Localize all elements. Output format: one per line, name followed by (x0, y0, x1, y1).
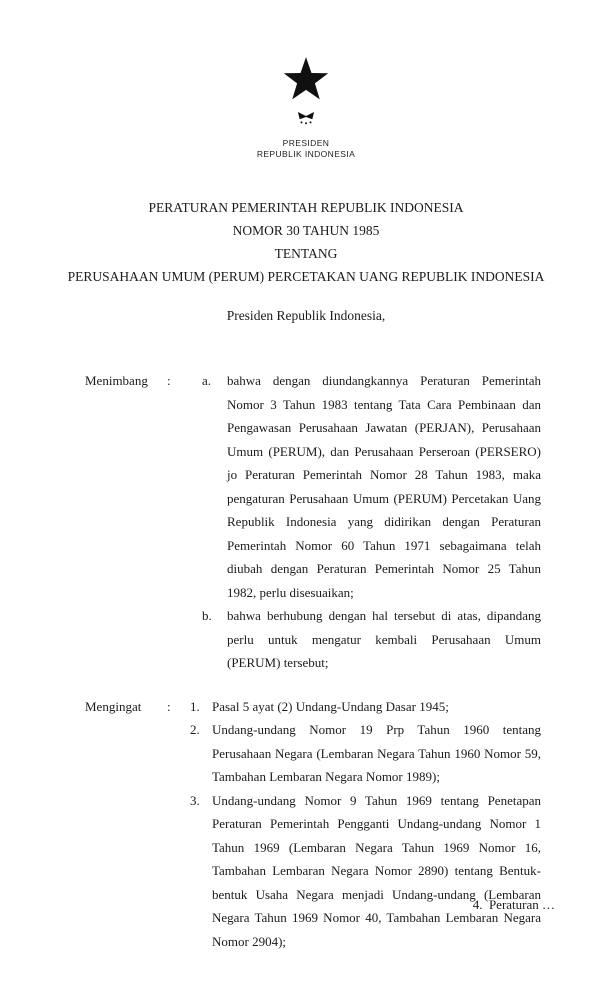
item-marker: b. (202, 608, 212, 623)
section-menimbang (85, 369, 541, 675)
regulation-title (0, 196, 612, 288)
item-text: bahwa dengan diundangkannya Peraturan Pemerintah Nomor 3 Tahun 1983 tentang Tata Cara Pembinaan dan Pengawasan Perusahaan Jawatan (PERJAN), Perusahaan Umum (PERUM), dan Perusahaan Perseroan (PERSERO) jo Peraturan Pemerintah Nomor 28 Tahun 1983, maka pengaturan Perusahaan Umum (PERUM) Percetakan Uang Republik Indonesia yang didirikan dengan Peraturan Pemerintah Nomor 60 Tahun 1971 sebagaimana telah diubah dengan Peraturan Pemerintah Nomor 25 Tahun 1982, perlu disesuaikan; (227, 373, 541, 600)
section-label: Mengingat (85, 698, 142, 714)
section-label: Menimbang (85, 373, 148, 388)
item-text: Undang-undang Nomor 19 Prp Tahun 1960 tentang Perusahaan Negara (Lembaran Negara Tahun 1960 Nomor 59, Tambahan Lembaran Negara Nomor 1989); (212, 722, 541, 784)
item-text: bahwa berhubung dengan hal tersebut di atas, dipandang perlu untuk mengatur kembali Perusahaan Umum (PERUM) tersebut; (227, 608, 541, 670)
title-line-tentang: TENTANG (274, 246, 338, 261)
title-line-subject: PERUSAHAAN UMUM (PERUM) PERCETAKAN UANG REPUBLIK INDONESIA (67, 269, 545, 284)
title-line-number: NOMOR 30 TAHUN 1985 (232, 223, 380, 238)
letterhead (0, 138, 612, 159)
item-marker: 1. (190, 698, 200, 714)
item-marker: a. (202, 373, 212, 388)
section-colon: : (167, 698, 171, 714)
considerans (85, 369, 541, 953)
letterhead-org-line1: PRESIDEN (282, 138, 330, 148)
wreath-ribbon (298, 112, 314, 119)
item-text: Undang-undang Nomor 9 Tahun 1969 tentang Penetapan Peraturan Pemerintah Pengganti Undang-undang Nomor 1 Tahun 1969 (Lembaran Negara Tahun 1969 Nomor 16, Tambahan Lembaran Negara Nomor 2890) tentang Bentuk-bentuk Usaha Negara menjadi Undang-undang (Lembaran Negara Tahun 1969 Nomor 40, Tambahan Lembaran Negara Nomor 2904); (212, 792, 541, 949)
page-catchword: 4. Peraturan … (472, 897, 555, 912)
item-marker: 3. (190, 792, 200, 808)
star-glyph (284, 57, 328, 99)
item-marker: 2. (190, 722, 200, 737)
section-colon: : (167, 373, 171, 388)
item-text: Pasal 5 ayat (2) Undang-Undang Dasar 1945; (212, 698, 449, 714)
opening-formula: Presiden Republik Indonesia, (226, 308, 386, 323)
title-line-type: PERATURAN PEMERINTAH REPUBLIK INDONESIA (148, 200, 464, 215)
letterhead-org-line2: REPUBLIK INDONESIA (256, 148, 356, 159)
presidential-seal-icon (261, 38, 351, 132)
